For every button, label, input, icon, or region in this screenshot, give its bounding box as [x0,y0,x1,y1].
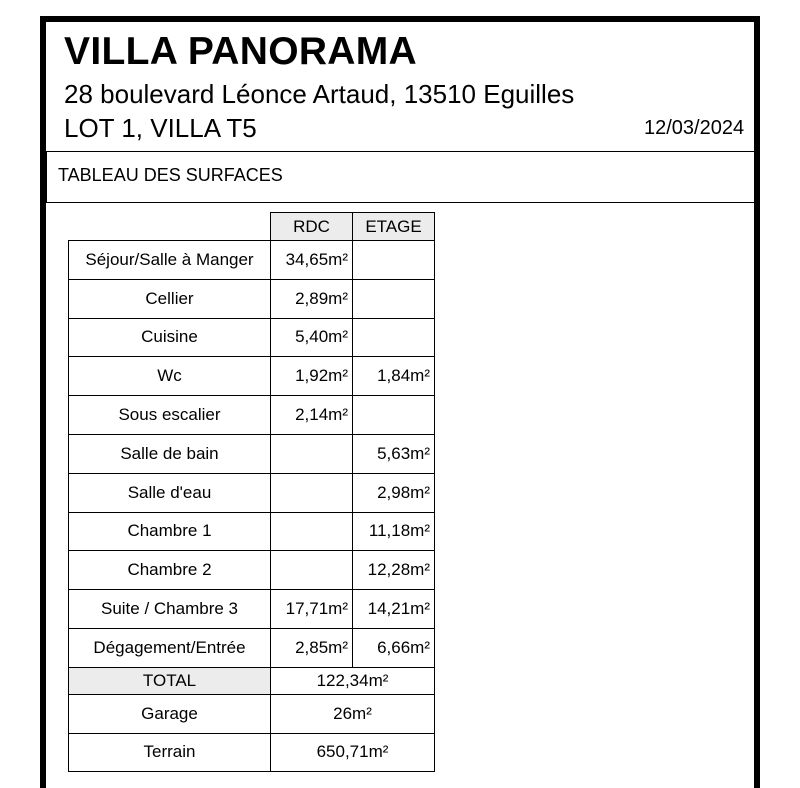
row-label: Suite / Chambre 3 [69,590,271,629]
garage-value: 26m² [271,694,435,733]
etage-value: 6,66m² [353,628,435,667]
rdc-value [271,512,353,551]
rdc-value: 2,85m² [271,628,353,667]
total-row [69,667,435,694]
table-row [69,551,435,590]
etage-value [353,241,435,280]
rdc-value: 34,65m² [271,241,353,280]
row-label: Chambre 1 [69,512,271,551]
page-title: VILLA PANORAMA [64,30,418,73]
garage-label: Garage [69,694,271,733]
table-row [69,512,435,551]
column-header-rdc: RDC [271,213,353,241]
total-value: 122,34m² [271,667,435,694]
etage-value: 14,21m² [353,590,435,629]
table-row [69,628,435,667]
section-divider [46,202,760,203]
row-label: Dégagement/Entrée [69,628,271,667]
table-row [69,279,435,318]
column-header-etage: ETAGE [353,213,435,241]
document-date: 12/03/2024 [644,117,745,139]
rdc-value: 2,14m² [271,396,353,435]
row-label: Salle de bain [69,434,271,473]
rdc-value: 5,40m² [271,318,353,357]
row-label: Salle d'eau [69,473,271,512]
garage-row [69,694,435,733]
row-label: Wc [69,357,271,396]
table-row [69,357,435,396]
surfaces-table [68,212,435,772]
row-label: Cuisine [69,318,271,357]
etage-value [353,279,435,318]
row-label: Sous escalier [69,396,271,435]
table-row [69,396,435,435]
table-row [69,473,435,512]
rdc-value [271,473,353,512]
lot-line: LOT 1, VILLA T5 [64,113,257,143]
section-divider-left [46,151,47,203]
rdc-value: 17,71m² [271,590,353,629]
table-row [69,241,435,280]
address-line: 28 boulevard Léonce Artaud, 13510 Eguilles [64,79,575,109]
etage-value: 12,28m² [353,551,435,590]
header-blank-cell [69,213,271,241]
etage-value: 5,63m² [353,434,435,473]
etage-value: 2,98m² [353,473,435,512]
row-label: Chambre 2 [69,551,271,590]
etage-value [353,318,435,357]
etage-value: 11,18m² [353,512,435,551]
rdc-value: 2,89m² [271,279,353,318]
header-divider [46,151,760,152]
table-row [69,318,435,357]
row-label: Cellier [69,279,271,318]
terrain-label: Terrain [69,733,271,772]
rdc-value [271,434,353,473]
section-title: TABLEAU DES SURFACES [58,165,283,185]
table-header-row [69,213,435,241]
etage-value [353,396,435,435]
table-row [69,590,435,629]
table-row [69,434,435,473]
rdc-value [271,551,353,590]
total-label: TOTAL [69,667,271,694]
row-label: Séjour/Salle à Manger [69,241,271,280]
rdc-value: 1,92m² [271,357,353,396]
etage-value: 1,84m² [353,357,435,396]
terrain-row [69,733,435,772]
terrain-value: 650,71m² [271,733,435,772]
